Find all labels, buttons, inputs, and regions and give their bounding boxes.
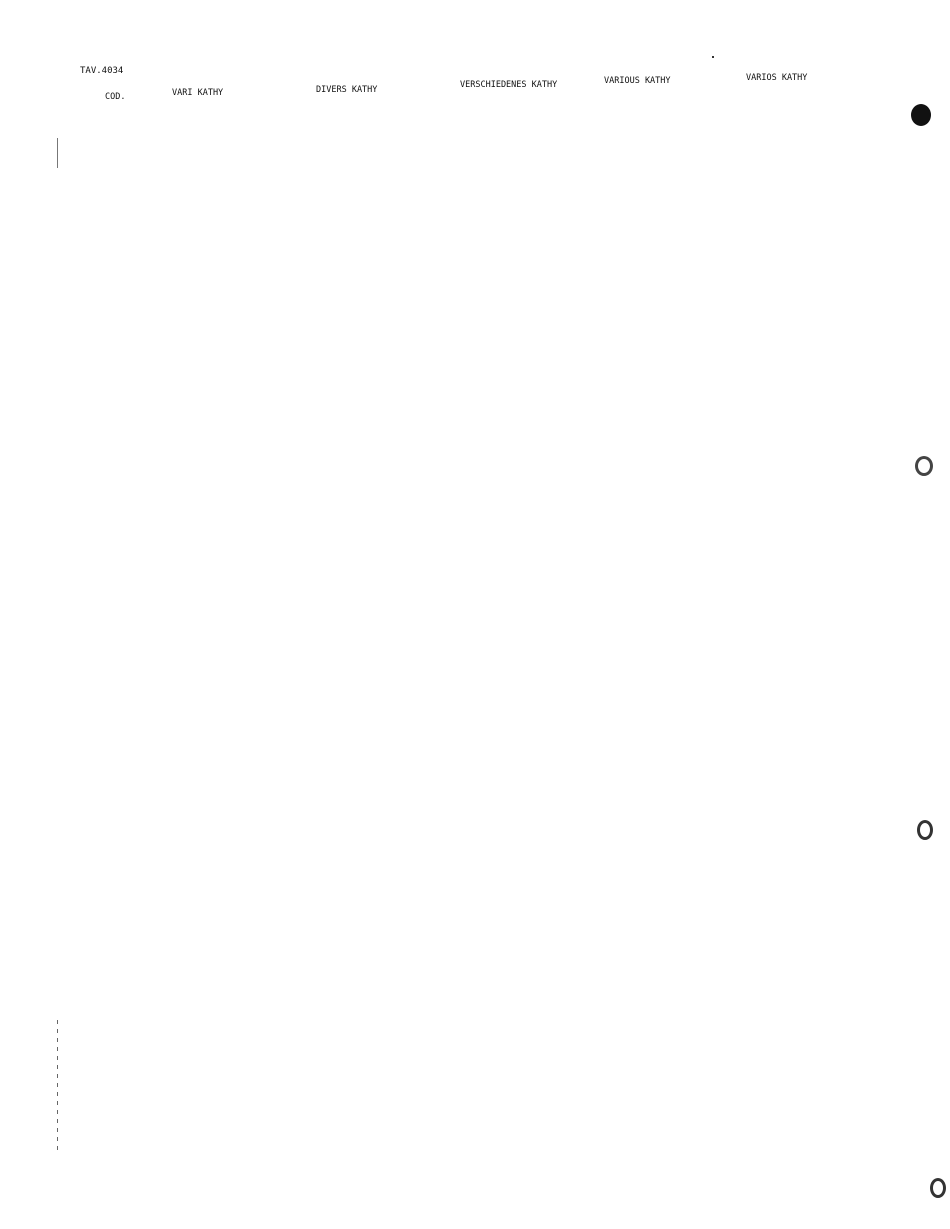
col-header-italian: VARI KATHY [172,88,224,98]
col-header-cod: COD. [105,92,126,102]
binder-hole-icon [911,104,931,126]
binder-hole-icon [930,1178,946,1198]
scan-speck [712,56,714,58]
margin-mark [57,138,58,168]
col-header-german: VERSCHIEDENES KATHY [460,80,558,90]
binder-hole-icon [915,456,933,476]
col-header-french: DIVERS KATHY [316,85,378,95]
col-header-spanish: VARIOS KATHY [746,73,808,83]
table-reference: TAV.4034 [80,66,124,76]
margin-mark [57,1020,58,1150]
col-header-english: VARIOUS KATHY [604,76,671,86]
binder-hole-icon [917,820,933,840]
